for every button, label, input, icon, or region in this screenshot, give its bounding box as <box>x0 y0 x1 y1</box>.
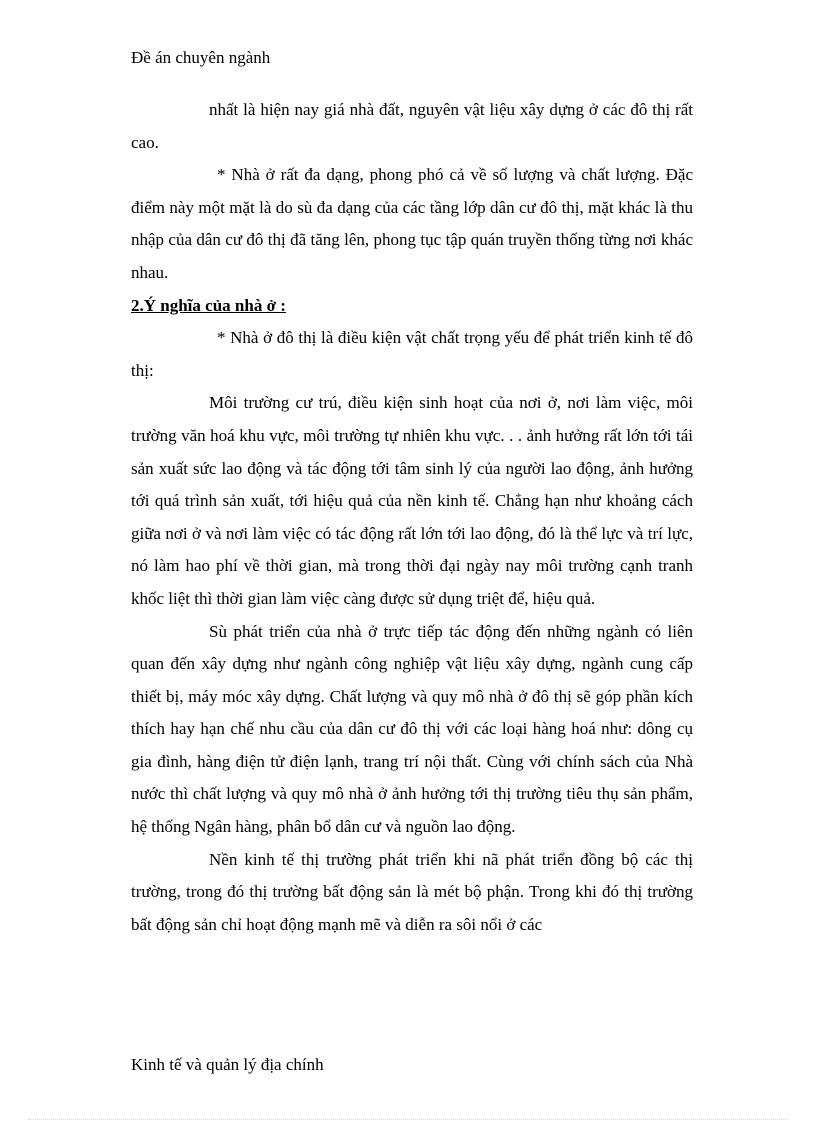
page-footer: Kinh tế và quản lý địa chính <box>131 1055 324 1074</box>
document-body <box>131 94 693 941</box>
page-bottom-edge <box>28 1119 788 1120</box>
section-heading: 2.Ý nghĩa của nhà ở : <box>131 295 286 315</box>
paragraph-housing-diversity: * Nhà ở rất đa dạng, phong phó cả về số lượng và chất lượng. Đặc điểm này một mặt là do sù đa dạng của các tầng lớp dân cư đô thị, mặt khác là thu nhập của dân cư đô thị đã tăng lên, phong tục tập quán truyền thống từng nơi khác nhau. <box>131 165 693 282</box>
paragraph-urban-housing-conditions: * Nhà ở đô thị là điều kiện vật chất trọng yếu để phát triển kinh tế đô thị: <box>131 328 693 380</box>
page-header: Đề án chuyên ngành <box>131 48 271 67</box>
paragraph-market-economy: Nền kinh tế thị trường phát triển khi nã phát triển đồng bộ các thị trường, trong đó thị trường bất động sản là mét bộ phận. Trong khi đó thị trường bất động sản chỉ hoạt động mạnh mẽ và diễn ra sôi nổi ở các <box>131 849 693 934</box>
paragraph-living-environment: Môi trường cư trú, điều kiện sinh hoạt của nơi ở, nơi làm việc, môi trường văn hoá khu vực, môi trường tự nhiên khu vực. . . ảnh hưởng rất lớn tới tái sản xuất sức lao động và tác động tới tâm sinh lý của người lao động, ảnh hưởng tới quá trình sản xuất, tới hiệu quả của nền kinh tế. Chẳng hạn như khoảng cách giữa nơi ở và nơi làm việc có tác động rất lớn tới lao động, đó là thể lực và trí lực, nó làm hao phí về thời gian, mà trong thời đại ngày nay môi trường cạnh tranh khốc liệt thì thời gian làm việc càng được sử dụng triệt để, hiệu quả. <box>131 393 693 608</box>
paragraph-continuation: nhất là hiện nay giá nhà đất, nguyên vật liệu xây dựng ở các đô thị rất cao. <box>131 100 693 152</box>
paragraph-housing-development: Sù phát triển của nhà ở trực tiếp tác động đến những ngành có liên quan đến xây dựng như ngành công nghiệp vật liệu xây dựng, ngành cung cấp thiết bị, máy móc xây dựng. Chất lượng và quy mô nhà ở đô thị sẽ góp phần kích thích hay hạn chế nhu cầu của dân cư đô thị với các loại hàng hoá như: dông cụ gia đình, hàng điện tử điện lạnh, trang trí nội thất. Cùng với chính sách của Nhà nước thì chất lượng và quy mô nhà ở ảnh hưởng tới thị trường tiêu thụ sản phẩm, hệ thống Ngân hàng, phân bổ dân cư và nguồn lao động. <box>131 621 693 837</box>
